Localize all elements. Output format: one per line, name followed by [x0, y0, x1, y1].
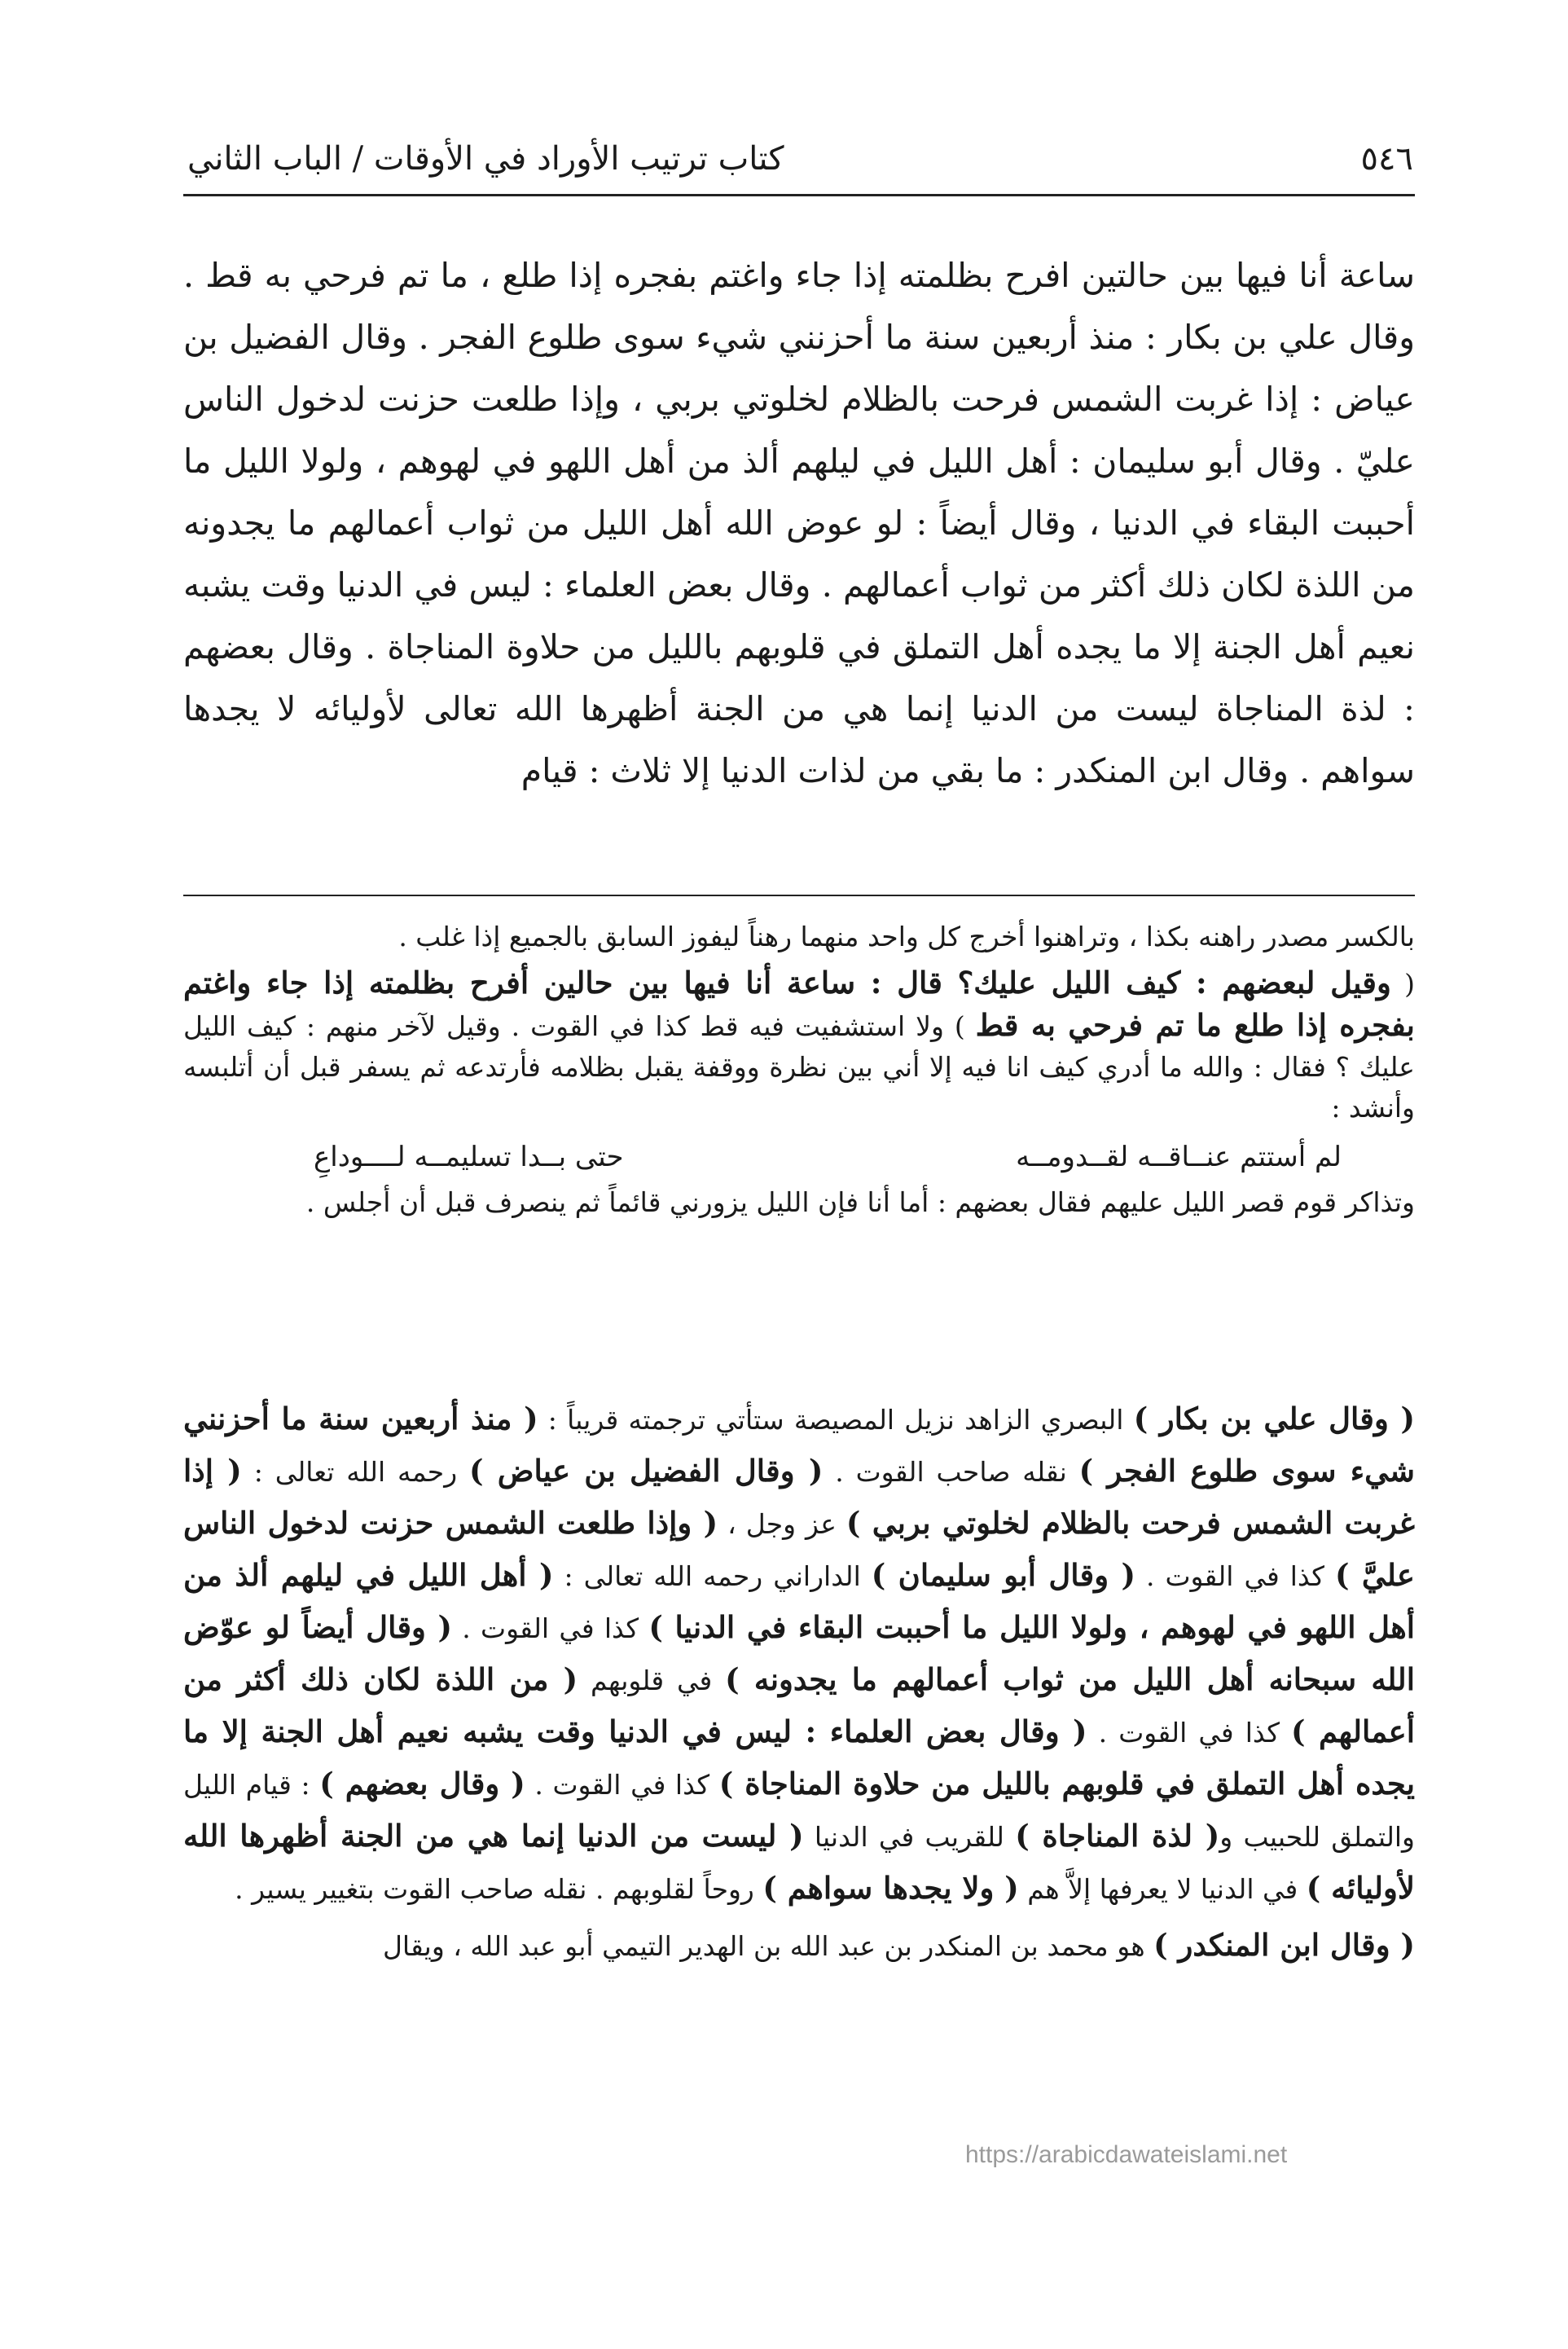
quoted-text: ( وقال أيضاً لو عوّض الله سبحانه أهل الليل من ثواب أعمالهم ما يجدونه ) — [183, 1609, 1415, 1697]
commentary-text: روحاً لقلوبهم . نقله صاحب القوت بتغيير يسير . — [235, 1873, 763, 1905]
quoted-text: ( منذ أربعين سنة ما أحزنني شيء سوى طلوع الفجر ) — [183, 1401, 1416, 1489]
footnote-line: وتذاكر قوم قصر الليل عليهم فقال بعضهم : أما أنا فإن الليل يزورني قائماً ثم ينصرف قبل أن أجلس . — [305, 1186, 1415, 1218]
quoted-text: ( ليست من الدنيا إنما هي من الجنة أظهرها الله لأوليائه ) — [183, 1818, 1415, 1906]
footnote-paragraph — [183, 962, 1415, 1128]
footnote-separator — [183, 895, 1415, 896]
commentary-text: رحمه الله تعالى : — [241, 1456, 470, 1488]
running-title: كتاب ترتيب الأوراد في الأوقات / الباب الثاني — [187, 140, 784, 178]
poem-verse — [183, 1133, 1415, 1182]
commentary-text: كذا في القوت . — [525, 1769, 719, 1801]
commentary-text: للقريب في الدنيا — [803, 1821, 1016, 1853]
page-header — [187, 134, 1413, 183]
commentary-text: نقله صاحب القوت . — [823, 1456, 1079, 1488]
verse-second-hemistich: حتى بــدا تسليمــه لــــوداعِ — [314, 1141, 624, 1173]
commentary-text: البصري الزاهد نزيل المصيصة ستأتي ترجمته قريباً : — [538, 1404, 1134, 1436]
quoted-text: ( أهل الليل في ليلهم ألذ من أهل اللهو في لهوهم ، ولولا الليل ما أحببت البقاء في الدنيا ) — [183, 1557, 1415, 1645]
footnote-line: بالكسر مصدر راهنه بكذا ، وتراهنوا أخرج كل واحد منهما رهناً ليفوز السابق بالجميع إذا غلب . — [398, 921, 1415, 952]
quoted-text: ( وإذا طلعت الشمس حزنت لدخول الناس عليَّ ) — [183, 1505, 1416, 1593]
quoted-text: ( وقال بعضهم ) — [319, 1766, 525, 1801]
footnote-text: ) ولا استشفيت فيه قط كذا في القوت . وقيل لآخر منهم : كيف الليل عليك ؟ فقال : والله ما أدري كيف انا فيه إلا أني بين نظرة ووقفة يقبل بظلامه فأرتدعه ثم يسفر قبل أن أتلبسه وأنشد : — [183, 1010, 1415, 1124]
quoted-text: ( وقال بعض العلماء : ليس في الدنيا وقت يشبه نعيم أهل الجنة إلا ما يجده أهل التملق في قلوبهم بالليل من حلاوة المناجاة ) — [183, 1713, 1416, 1801]
verse-first-hemistich: لم أستتم عنــاقــه لقــدومــه — [1016, 1141, 1342, 1173]
quoted-text: ( إذا غربت الشمس فرحت بالظلام لخلوتي بربي ) — [183, 1453, 1415, 1541]
quoted-text: ( وقال الفضيل بن عياض ) — [469, 1453, 824, 1489]
quoted-text: ( وقال علي بن بكار ) — [1133, 1401, 1415, 1436]
main-text — [183, 244, 1415, 802]
commentary-text: : قيام الليل والتملق للحبيب و — [183, 1769, 1415, 1853]
commentary — [183, 1393, 1415, 1977]
commentary-text: في قلوبهم — [578, 1665, 726, 1696]
quoted-text: ( وقال أبو سليمان ) — [871, 1557, 1135, 1593]
open-paren: ( — [1390, 968, 1415, 1000]
commentary-text: عز وجل ، — [718, 1508, 846, 1540]
quoted-text: ( وقال ابن المنكدر ) — [1153, 1927, 1415, 1963]
commentary-text: كذا في القوت . — [452, 1612, 649, 1644]
watermark-url: https://arabicdawateislami.net — [965, 2141, 1288, 2168]
quoted-text: ( من اللذة لكان ذلك أكثر من أعمالهم ) — [183, 1661, 1415, 1749]
commentary-text: كذا في القوت . — [1087, 1717, 1292, 1749]
commentary-paragraph — [183, 1393, 1415, 1915]
page-number: ٥٤٦ — [1360, 140, 1413, 178]
commentary-paragraph — [183, 1920, 1415, 1972]
header-rule — [183, 194, 1415, 196]
quoted-text: ( لذة المناجاة ) — [1015, 1818, 1220, 1854]
commentary-text: هو محمد بن المنكدر بن عبد الله بن الهدير التيمي أبو عبد الله ، ويقال — [382, 1930, 1154, 1962]
commentary-text: كذا في القوت . — [1135, 1560, 1335, 1592]
quoted-text: ( ولا يجدها سواهم ) — [762, 1870, 1019, 1906]
commentary-text: الداراني رحمه الله تعالى : — [553, 1560, 872, 1592]
commentary-text: في الدنيا لا يعرفها إلاَّ هم — [1018, 1873, 1307, 1905]
main-paragraph: ساعة أنا فيها بين حالتين افرح بظلمته إذا جاء واغتم بفجره إذا طلع ، ما تم فرحي به قط . وقال علي بن بكار : منذ أربعين سنة ما أحزنني شيء سوى طلوع الفجر . وقال الفضيل بن عياض : إذا غربت الشمس فرحت بالظلام لخلوتي بربي ، وإذا طلعت حزنت لدخول الناس عليّ . وقال أبو سليمان : أهل الليل في ليلهم ألذ من أهل اللهو في لهوهم ، ولولا الليل ما أحببت البقاء في الدنيا ، وقال أيضاً : لو عوض الله أهل الليل من ثواب أعمالهم ما يجدونه من اللذة لكان ذلك أكثر من ثواب أعمالهم . وقال بعض العلماء : ليس في الدنيا وقت يشبه نعيم أهل الجنة إلا ما يجده أهل التملق في قلوبهم بالليل من حلاوة المناجاة . وقال بعضهم : لذة المناجاة ليست من الدنيا إنما هي من الجنة أظهرها الله تعالى لأوليائه لا يجدها سواهم . وقال ابن المنكدر : ما بقي من لذات الدنيا إلا ثلاث : قيام — [183, 256, 1415, 790]
footnotes — [183, 917, 1415, 1228]
quoted-text: وقيل لبعضهم : كيف الليل عليك؟ قال : ساعة أنا فيها بين حالين أفرح بظلمته إذا جاء واغتم بفجره إذا طلع ما تم فرحي به قط — [183, 965, 1415, 1043]
